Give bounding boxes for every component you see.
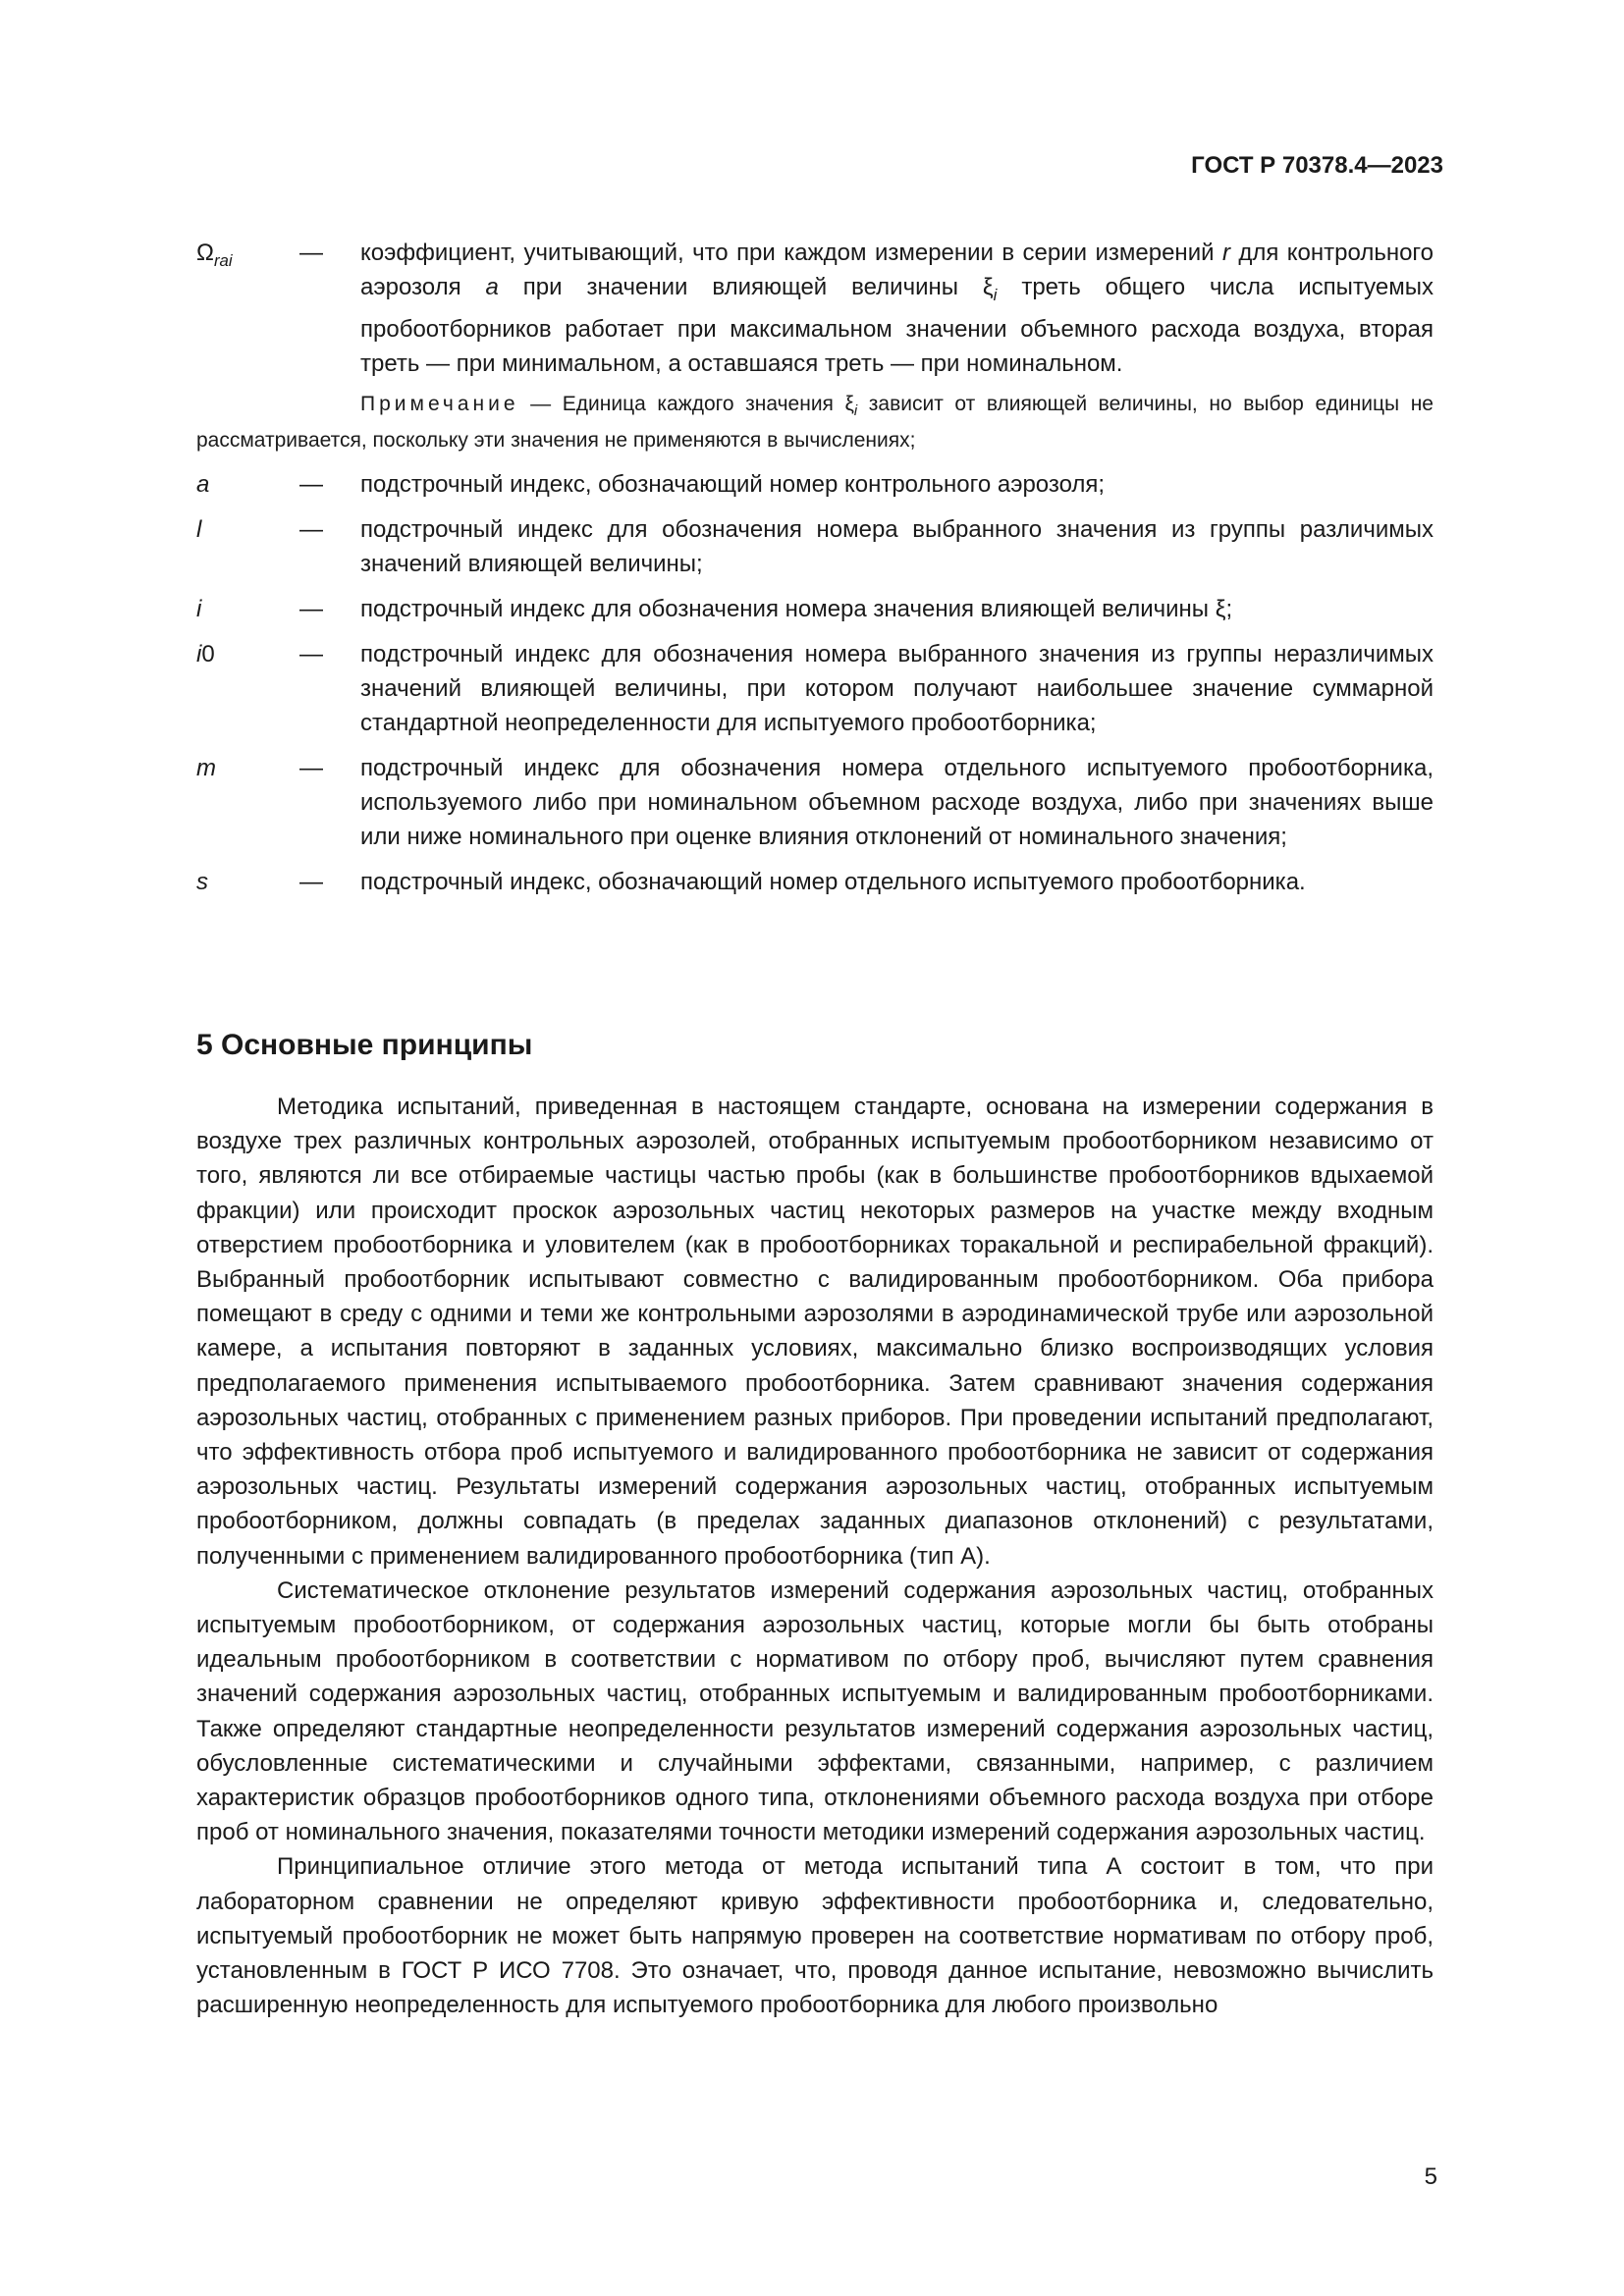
definition-dash: —: [299, 515, 323, 543]
note-label: Примечание: [360, 392, 519, 415]
definition-s: [196, 865, 1434, 899]
definition-text: подстрочный индекс для обозначения номера выбранного значения из группы неразличимых значений влияющей величины, при котором получают наибольшее значение суммарной стандартной неопределенности для испытуемого пробоотборника;: [360, 640, 1434, 736]
section-title: 5 Основные принципы: [196, 1029, 533, 1061]
definition-symbol: i: [196, 595, 202, 622]
definition-dash: —: [299, 470, 323, 498]
definition-text: подстрочный индекс для обозначения номера отдельного испытуемого пробоотборника, используемого либо при номинальном объемном расходе воздуха, либо при значениях выше или ниже номинального при оценке влияния отклонений от номинального значения;: [360, 754, 1434, 850]
definition-symbol: i0: [196, 640, 215, 667]
definition-text: подстрочный индекс, обозначающий номер контрольного аэрозоля;: [360, 470, 1106, 498]
definition-text: коэффициент, учитывающий, что при каждом измерении в серии измерений r для контрольного аэрозоля a при значении влияющей величины $\xi_i$ треть общего числа испытуемых пробоотборников работает при максимальном значении объемного расхода воздуха, вторая треть — при минимальном, а оставшаяся треть — при номинальном.: [360, 240, 1435, 377]
body-paragraph: Систематическое отклонение результатов измерений содержания аэрозольных частиц, отобранных испытуемым пробоотборником, от содержания аэрозольных частиц, которые могли бы быть отобраны идеальным пробоотборником в соответствии с нормативом по отбору проб, вычисляют путем сравнения значений содержания аэрозольных частиц, отобранных испытуемым и валидированным пробоотборниками. Также определяют стандартные неопределенности результатов измерений содержания аэрозольных частиц, обусловленные систематическими и случайными эффектами, связанными, например, с различием характеристик образцов пробоотборников одного типа, отклонениями объемного расхода воздуха при отборе проб от номинального значения, показателями точности методики измерений содержания аэрозольных частиц.: [196, 1576, 1434, 1846]
definition-symbol: m: [196, 754, 216, 781]
definition-dash: —: [299, 640, 323, 667]
definition-dash: —: [299, 240, 323, 266]
note-paragraph: Примечание — Единица каждого значения $\xi_i$ зависит от влияющей величины, но выбор единицы не рассматривается, поскольку эти значения не применяются в вычислениях;: [196, 392, 1434, 452]
body-paragraph: Методика испытаний, приведенная в настоящем стандарте, основана на измерении содержания в воздухе трех различных контрольных аэрозолей, отобранных испытуемым пробоотборником независимо от того, являются ли все отбираемые частицы частью пробы (как в большинстве пробоотборников вдыхаемой фракции) или происходит проскок аэрозольных частиц некоторых размеров на участке между входным отверстием пробоотборника и уловителем (как в пробоотборниках торакальной и респирабельной фракций). Выбранный пробоотборник испытывают совместно с валидированным пробоотборником. Оба прибора помещают в среду с одними и теми же контрольными аэрозолями в аэродинамической трубе или аэрозольной камере, а испытания повторяют в заданных условиях, максимально близко воспроизводящих условия предполагаемого применения испытываемого пробоотборника. Затем сравнивают значения содержания аэрозольных частиц, отобранных с применением разных приборов. При проведении испытаний предполагают, что эффективность отбора проб испытуемого и валидированного пробоотборника не зависит от содержания аэрозольных частиц. Результаты измерений содержания аэрозольных частиц, отобранных испытуемым пробоотборником, должны совпадать (в пределах заданных диапазонов отклонений) с результатами, полученными с применением валидированного пробоотборника (тип А).: [196, 1094, 1434, 1570]
definition-dash: —: [299, 868, 323, 895]
definition-i0: [196, 637, 1434, 740]
page-number: 5: [1424, 2163, 1437, 2190]
definition-symbol: l: [196, 515, 202, 543]
definition-text: подстрочный индекс, обозначающий номер отдельного испытуемого пробоотборника.: [360, 868, 1306, 895]
definition-l: [196, 512, 1434, 581]
symbols-definitions-list: [196, 236, 1434, 910]
definition-dash: —: [299, 754, 323, 781]
definition-dash: —: [299, 595, 323, 622]
definition-text: подстрочный индекс для обозначения номера выбранного значения из группы различимых значений влияющей величины;: [360, 515, 1434, 577]
definition-omega: [196, 236, 1434, 381]
definition-text: подстрочный индекс для обозначения номера значения влияющей величины ξ;: [360, 595, 1233, 622]
definition-m: [196, 751, 1434, 854]
body-paragraph: Принципиальное отличие этого метода от метода испытаний типа А состоит в том, что при лабораторном сравнении не определяют кривую эффективности пробоотборника и, следовательно, испытуемый пробоотборник не может быть напрямую проверен на соответствие нормативам по отбору проб, установленным в ГОСТ Р ИСО 7708. Это означает, что, проводя данное испытание, невозможно вычислить расширенную неопределенность для испытуемого пробоотборника для любого произвольно: [196, 1853, 1434, 2019]
section-body: [196, 1090, 1434, 2022]
document-code: ГОСТ Р 70378.4—2023: [1191, 152, 1443, 179]
definition-a: [196, 467, 1434, 502]
definition-symbol: $\Omega_{rai}$: [196, 240, 233, 270]
definition-symbol: a: [196, 470, 210, 498]
definition-i: [196, 592, 1434, 626]
definition-symbol: s: [196, 868, 208, 895]
